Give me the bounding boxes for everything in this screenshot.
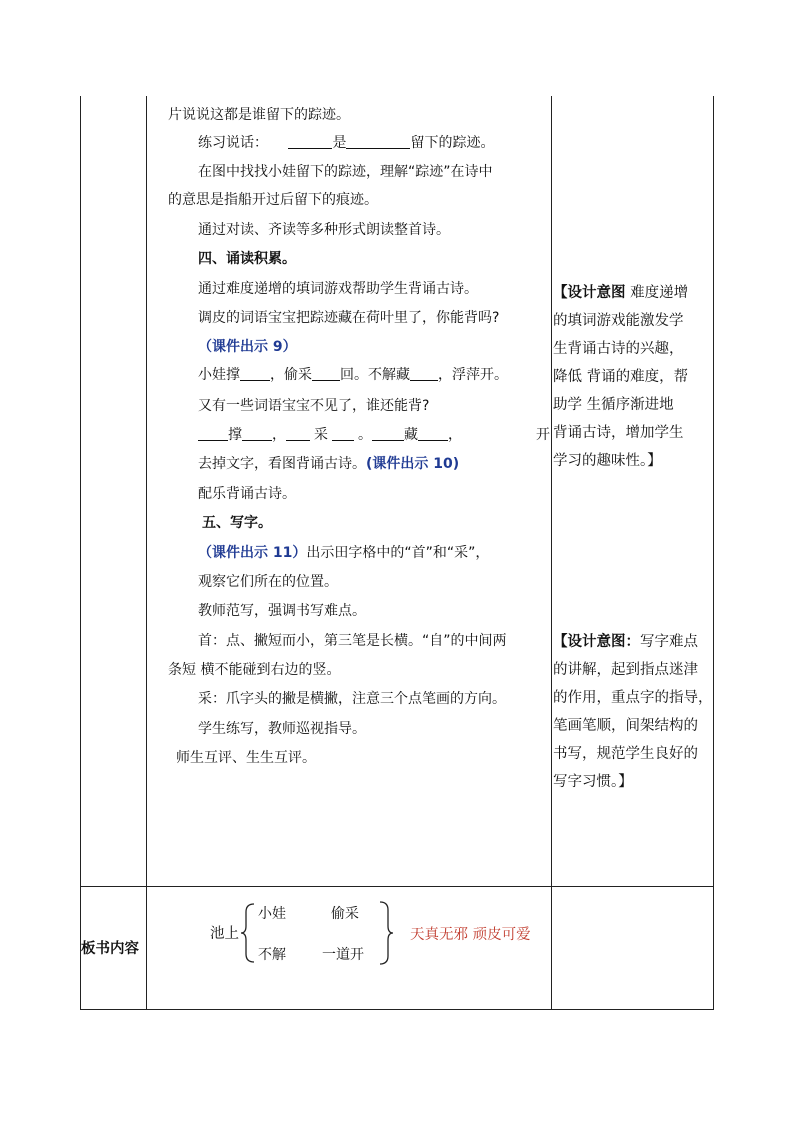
lesson-line: 调皮的词语宝宝把踪迹藏在荷叶里了，你能背吗? — [198, 310, 500, 326]
courseware-ref: （课件出示 9） — [198, 339, 297, 355]
fill-blank — [332, 426, 354, 441]
table-bottom-border — [80, 1009, 714, 1010]
fill-blank — [240, 366, 270, 381]
fill-blank — [372, 426, 404, 441]
fill-in-poem-line: 撑 ， 采 。 藏 ， 开 — [198, 426, 550, 444]
fill-blank — [286, 426, 310, 441]
board-bottom-left: 不解 — [258, 947, 286, 963]
lesson-line: 在图中找找小娃留下的踪迹，理解“踪迹”在诗中 — [198, 164, 493, 180]
lesson-line: 师生互评、生生互评。 — [176, 750, 316, 766]
fill-blank — [198, 426, 228, 441]
table-col-divider-1 — [146, 96, 147, 1010]
lesson-line: 通过对读、齐读等多种形式朗读整首诗。 — [198, 222, 450, 238]
fill-blank — [410, 366, 438, 381]
lesson-line: 首：点、撇短而小，第三笔是长横。“自”的中间两 — [198, 633, 507, 649]
courseware-ref: (课件出示 10) — [366, 456, 460, 472]
lesson-line: （课件出示 11）出示田字格中的“首”和“采”， — [198, 545, 490, 561]
board-top-left: 小娃 — [258, 906, 286, 922]
board-bottom-right: 一道开 — [322, 947, 364, 963]
fill-blank — [288, 134, 332, 149]
board-root: 池上 — [210, 926, 239, 942]
lesson-line: 片说说这都是谁留下的踪迹。 — [168, 107, 350, 123]
right-brace-icon — [378, 900, 394, 966]
table-right-border — [713, 96, 714, 1010]
lesson-line: 通过难度递增的填词游戏帮助学生背诵古诗。 — [198, 281, 478, 297]
courseware-ref: （课件出示 11） — [198, 545, 307, 561]
design-note-2: 【设计意图：写字难点 的讲解，起到指点迷津 的作用，重点字的指导， 笔画笔顺，间架结构的 书写，规范学生良好的 写字习惯。】 — [553, 634, 713, 790]
design-note-1: 【设计意图 难度递增 的填词游戏能激发学 生背诵古诗的兴趣， 降低 背诵的难度，帮 助学 生循序渐进地 背诵古诗，增加学生 学习的趣味性。】 — [553, 285, 689, 469]
lesson-line: 的意思是指船开过后留下的痕迹。 — [168, 192, 378, 208]
fill-in-poem-line: 小娃撑 ，偷采 回。不解藏 ，浮萍开。 — [198, 367, 508, 383]
table-row-divider — [80, 886, 714, 887]
lesson-line: 又有一些词语宝宝不见了，谁还能背? — [198, 398, 430, 414]
board-summary: 天真无邪 顽皮可爱 — [410, 927, 531, 943]
section-heading: 五、写字。 — [202, 515, 272, 531]
fill-blank — [242, 426, 272, 441]
fill-blank — [346, 134, 410, 149]
lesson-line: 去掉文字，看图背诵古诗。(课件出示 10) — [198, 456, 460, 472]
board-row-label: 板书内容 — [81, 941, 139, 957]
lesson-line: 教师范写，强调书写难点。 — [198, 603, 366, 619]
section-heading: 四、诵读积累。 — [198, 251, 296, 267]
board-top-right: 偷采 — [331, 906, 359, 922]
left-brace-icon — [240, 902, 256, 964]
fill-blank — [312, 366, 340, 381]
lesson-line: 条短 横不能碰到右边的竖。 — [168, 662, 341, 678]
table-col-divider-2 — [551, 96, 552, 1010]
lesson-line: 学生练写，教师巡视指导。 — [198, 721, 366, 737]
lesson-line: 采：爪字头的撇是横撇，注意三个点笔画的方向。 — [198, 691, 506, 707]
practice-line: 练习说话： 是 留下的踪迹。 — [198, 135, 495, 151]
table-left-border — [80, 96, 81, 1010]
lesson-line: 观察它们所在的位置。 — [198, 574, 338, 590]
fill-blank — [418, 426, 448, 441]
lesson-line: 配乐背诵古诗。 — [198, 486, 296, 502]
